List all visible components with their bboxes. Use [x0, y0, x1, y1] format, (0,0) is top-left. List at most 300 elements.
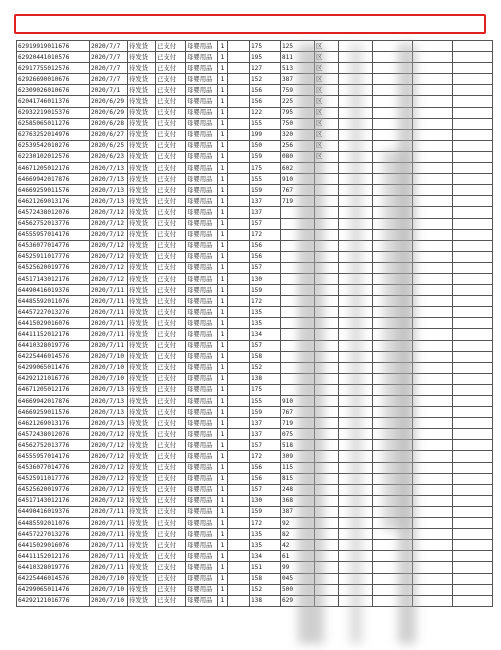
table-cell: 待发货	[128, 540, 156, 551]
table-cell	[228, 440, 250, 451]
table-cell: 已支付	[156, 118, 186, 129]
table-cell: 64525620019776	[17, 484, 90, 495]
table-cell	[228, 207, 250, 218]
table-cell: 已支付	[156, 318, 186, 329]
table-cell: 母婴用品	[186, 251, 218, 262]
redaction-blur-2	[350, 44, 362, 644]
table-cell: 待发货	[128, 329, 156, 340]
table-cell	[413, 340, 453, 351]
table-cell: 已支付	[156, 296, 186, 307]
table-cell: 2020/7/13	[90, 407, 128, 418]
table-row	[17, 196, 493, 207]
table-cell	[228, 185, 250, 196]
table-row	[17, 118, 493, 129]
table-cell: 待发货	[128, 185, 156, 196]
table-cell	[453, 340, 493, 351]
table-cell: 已支付	[156, 362, 186, 373]
table-cell	[228, 151, 250, 162]
table-cell: 待发货	[128, 174, 156, 185]
table-cell: 175	[250, 163, 281, 174]
table-cell: 61	[281, 551, 315, 562]
table-cell: 150	[250, 140, 281, 151]
table-cell: 1	[218, 351, 228, 362]
table-cell: 157	[250, 440, 281, 451]
table-row	[17, 396, 493, 407]
table-cell: 513	[281, 63, 315, 74]
table-cell	[453, 351, 493, 362]
table-cell: 2020/7/11	[90, 329, 128, 340]
table-cell: 64457227013276	[17, 307, 90, 318]
table-cell: 已支付	[156, 529, 186, 540]
table-row	[17, 262, 493, 273]
table-cell	[228, 396, 250, 407]
table-cell: 待发货	[128, 52, 156, 63]
table-cell	[453, 174, 493, 185]
table-cell: 152	[250, 74, 281, 85]
table-cell: 767	[281, 185, 315, 196]
table-cell: 135	[250, 529, 281, 540]
table-cell: 1	[218, 373, 228, 384]
table-cell: 已支付	[156, 429, 186, 440]
table-cell: 1	[218, 529, 228, 540]
table-row	[17, 495, 493, 506]
table-cell: 1	[218, 207, 228, 218]
table-cell: 2020/7/10	[90, 373, 128, 384]
table-cell: 母婴用品	[186, 351, 218, 362]
table-cell: 母婴用品	[186, 196, 218, 207]
table-cell	[413, 96, 453, 107]
table-cell: 309	[281, 451, 315, 462]
table-cell	[453, 41, 493, 52]
table-cell: 已支付	[156, 540, 186, 551]
table-cell	[453, 318, 493, 329]
table-cell: 待发货	[128, 407, 156, 418]
table-cell: 已支付	[156, 495, 186, 506]
table-cell: 64517143012176	[17, 495, 90, 506]
table-cell: 2020/7/11	[90, 318, 128, 329]
table-cell	[228, 118, 250, 129]
table-cell: 1	[218, 218, 228, 229]
table-cell	[453, 418, 493, 429]
table-cell	[413, 484, 453, 495]
table-cell: 387	[281, 74, 315, 85]
table-row	[17, 362, 493, 373]
table-cell: 159	[250, 506, 281, 517]
table-cell: 1	[218, 107, 228, 118]
table-cell: 152	[250, 362, 281, 373]
table-cell: 待发货	[128, 107, 156, 118]
table-cell: 1	[218, 251, 228, 262]
table-cell: 母婴用品	[186, 506, 218, 517]
table-cell: 750	[281, 118, 315, 129]
table-cell: 2020/6/27	[90, 129, 128, 140]
table-cell: 待发货	[128, 118, 156, 129]
table-cell: 2020/7/7	[90, 63, 128, 74]
table-row	[17, 251, 493, 262]
table-cell: 母婴用品	[186, 74, 218, 85]
table-row	[17, 484, 493, 495]
table-cell: 156	[250, 240, 281, 251]
table-cell	[453, 85, 493, 96]
table-cell: 1	[218, 174, 228, 185]
table-cell: 1	[218, 362, 228, 373]
table-cell: 母婴用品	[186, 418, 218, 429]
table-cell: 母婴用品	[186, 229, 218, 240]
table-cell: 待发货	[128, 63, 156, 74]
table-cell: 64669259011576	[17, 407, 90, 418]
table-cell: 1	[218, 140, 228, 151]
table-cell	[228, 584, 250, 595]
table-cell	[413, 473, 453, 484]
table-row	[17, 129, 493, 140]
table-cell: 1	[218, 296, 228, 307]
table-cell: 2020/7/13	[90, 418, 128, 429]
table-cell: 已支付	[156, 229, 186, 240]
table-cell	[413, 185, 453, 196]
table-cell: 64517143012176	[17, 273, 90, 284]
table-cell: 2020/7/13	[90, 396, 128, 407]
table-cell: 64225446014576	[17, 573, 90, 584]
table-row	[17, 529, 493, 540]
table-cell: 64292121016776	[17, 595, 90, 606]
table-cell: 62917755012576	[17, 63, 90, 74]
table-cell: 64671205012176	[17, 163, 90, 174]
table-cell	[413, 518, 453, 529]
table-cell: 2020/7/12	[90, 451, 128, 462]
table-cell: 811	[281, 52, 315, 63]
table-cell	[453, 396, 493, 407]
table-cell: 2020/7/13	[90, 196, 128, 207]
table-cell	[228, 462, 250, 473]
table-row	[17, 207, 493, 218]
table-cell: 待发货	[128, 351, 156, 362]
table-cell: 2020/7/13	[90, 384, 128, 395]
table-cell: 母婴用品	[186, 52, 218, 63]
table-cell: 2020/7/11	[90, 340, 128, 351]
table-cell	[228, 74, 250, 85]
table-cell: 母婴用品	[186, 329, 218, 340]
table-cell: 母婴用品	[186, 163, 218, 174]
table-cell	[453, 107, 493, 118]
table-cell	[228, 163, 250, 174]
table-cell: 待发货	[128, 96, 156, 107]
table-cell: 待发货	[128, 384, 156, 395]
table-cell: 64299065011476	[17, 362, 90, 373]
table-cell	[453, 196, 493, 207]
table-cell: 已支付	[156, 340, 186, 351]
table-cell: 1	[218, 484, 228, 495]
table-cell: 待发货	[128, 285, 156, 296]
table-cell: 待发货	[128, 262, 156, 273]
table-cell	[228, 174, 250, 185]
table-cell: 2020/7/11	[90, 518, 128, 529]
table-cell: 2020/6/23	[90, 151, 128, 162]
table-cell: 130	[250, 273, 281, 284]
table-row	[17, 518, 493, 529]
table-cell: 134	[250, 329, 281, 340]
table-cell: 135	[250, 318, 281, 329]
table-cell: 64225446014576	[17, 351, 90, 362]
table-cell: 157	[250, 262, 281, 273]
table-cell	[228, 63, 250, 74]
table-cell: 1	[218, 506, 228, 517]
table-cell	[453, 562, 493, 573]
table-cell: 母婴用品	[186, 462, 218, 473]
table-cell	[453, 74, 493, 85]
table-cell	[413, 251, 453, 262]
table-cell: 待发货	[128, 396, 156, 407]
table-cell: 157	[250, 218, 281, 229]
table-cell: 1	[218, 151, 228, 162]
table-cell: 2020/6/29	[90, 107, 128, 118]
table-cell: 135	[250, 540, 281, 551]
table-cell: 母婴用品	[186, 373, 218, 384]
table-cell: 1	[218, 307, 228, 318]
table-cell: 母婴用品	[186, 296, 218, 307]
table-cell	[413, 118, 453, 129]
table-cell	[413, 273, 453, 284]
table-cell: 64525911017776	[17, 251, 90, 262]
table-cell	[228, 318, 250, 329]
table-cell: 115	[281, 462, 315, 473]
table-cell: 待发货	[128, 129, 156, 140]
table-cell: 待发货	[128, 318, 156, 329]
table-cell: 62539542010276	[17, 140, 90, 151]
table-cell: 待发货	[128, 473, 156, 484]
table-row	[17, 273, 493, 284]
table-cell: 99	[281, 562, 315, 573]
table-cell: 159	[250, 285, 281, 296]
table-cell	[228, 362, 250, 373]
table-cell: 1	[218, 74, 228, 85]
table-cell	[413, 506, 453, 517]
table-cell: 1	[218, 384, 228, 395]
table-cell: 母婴用品	[186, 174, 218, 185]
table-cell: 134	[250, 551, 281, 562]
table-cell: 待发货	[128, 207, 156, 218]
table-cell	[413, 440, 453, 451]
table-cell: 母婴用品	[186, 151, 218, 162]
table-cell: 137	[250, 196, 281, 207]
table-cell	[413, 396, 453, 407]
table-cell	[413, 174, 453, 185]
table-cell: 待发货	[128, 518, 156, 529]
table-cell: 1	[218, 340, 228, 351]
orders-table	[16, 40, 493, 607]
table-cell: 518	[281, 440, 315, 451]
table-cell: 母婴用品	[186, 396, 218, 407]
table-cell: 64485592011076	[17, 296, 90, 307]
table-cell	[413, 595, 453, 606]
table-cell	[413, 41, 453, 52]
table-cell: 2020/7/12	[90, 229, 128, 240]
table-cell: 195	[250, 52, 281, 63]
table-cell: 62763252014976	[17, 129, 90, 140]
table-cell	[413, 562, 453, 573]
table-row	[17, 573, 493, 584]
table-cell: 母婴用品	[186, 185, 218, 196]
table-cell	[413, 240, 453, 251]
table-cell: 已支付	[156, 384, 186, 395]
table-cell	[453, 462, 493, 473]
table-cell: 母婴用品	[186, 96, 218, 107]
table-cell: 2020/6/29	[90, 96, 128, 107]
table-row	[17, 151, 493, 162]
table-cell: 1	[218, 129, 228, 140]
table-cell: 母婴用品	[186, 451, 218, 462]
table-cell: 待发货	[128, 373, 156, 384]
table-cell: 910	[281, 396, 315, 407]
table-cell: 1	[218, 52, 228, 63]
table-cell: 64457227013276	[17, 529, 90, 540]
table-cell: 母婴用品	[186, 540, 218, 551]
table-row	[17, 351, 493, 362]
table-cell: 155	[250, 174, 281, 185]
table-cell: 已支付	[156, 396, 186, 407]
table-row	[17, 163, 493, 174]
table-row	[17, 41, 493, 52]
table-cell	[453, 52, 493, 63]
table-cell: 629	[281, 595, 315, 606]
table-cell: 待发货	[128, 595, 156, 606]
table-cell	[453, 240, 493, 251]
table-cell: 已支付	[156, 329, 186, 340]
table-cell: 1	[218, 440, 228, 451]
table-cell: 1	[218, 285, 228, 296]
table-row	[17, 440, 493, 451]
table-cell: 已支付	[156, 307, 186, 318]
table-cell: 64572438012076	[17, 429, 90, 440]
table-row	[17, 418, 493, 429]
table-cell: 已支付	[156, 518, 186, 529]
table-cell: 1	[218, 240, 228, 251]
table-cell: 64299065011476	[17, 584, 90, 595]
table-cell	[413, 229, 453, 240]
table-cell	[413, 540, 453, 551]
table-cell	[453, 118, 493, 129]
table-cell: 045	[281, 573, 315, 584]
table-cell: 155	[250, 396, 281, 407]
table-cell: 已支付	[156, 584, 186, 595]
table-cell	[228, 451, 250, 462]
table-cell: 待发货	[128, 340, 156, 351]
table-cell: 2020/7/11	[90, 285, 128, 296]
table-cell: 64669942017876	[17, 174, 90, 185]
table-cell: 075	[281, 429, 315, 440]
table-cell	[413, 218, 453, 229]
table-cell	[228, 307, 250, 318]
table-cell: 待发货	[128, 584, 156, 595]
table-cell: 82	[281, 529, 315, 540]
table-cell: 155	[250, 118, 281, 129]
table-cell	[413, 107, 453, 118]
table-cell: 1	[218, 185, 228, 196]
table-cell: 母婴用品	[186, 551, 218, 562]
table-row	[17, 229, 493, 240]
table-cell	[413, 362, 453, 373]
table-cell	[228, 296, 250, 307]
table-cell: 母婴用品	[186, 407, 218, 418]
table-cell: 719	[281, 418, 315, 429]
table-cell	[228, 540, 250, 551]
table-cell: 2020/7/12	[90, 440, 128, 451]
table-cell: 已支付	[156, 373, 186, 384]
table-cell: 156	[250, 85, 281, 96]
table-row	[17, 384, 493, 395]
table-cell: 1	[218, 562, 228, 573]
table-cell: 2020/7/11	[90, 551, 128, 562]
table-cell: 母婴用品	[186, 140, 218, 151]
table-cell: 138	[250, 595, 281, 606]
table-cell	[228, 529, 250, 540]
table-cell	[228, 495, 250, 506]
table-cell: 64669259011576	[17, 185, 90, 196]
table-cell: 已支付	[156, 285, 186, 296]
table-cell: 719	[281, 196, 315, 207]
table-cell: 2020/7/7	[90, 52, 128, 63]
redaction-blur-1	[298, 44, 324, 644]
table-cell: 母婴用品	[186, 484, 218, 495]
table-cell: 157	[250, 484, 281, 495]
table-cell: 767	[281, 407, 315, 418]
table-cell	[413, 584, 453, 595]
table-cell: 已支付	[156, 52, 186, 63]
table-row	[17, 506, 493, 517]
table-cell: 待发货	[128, 562, 156, 573]
table-cell: 64292121016776	[17, 373, 90, 384]
table-cell	[228, 196, 250, 207]
table-cell: 2020/7/12	[90, 273, 128, 284]
table-cell: 待发货	[128, 85, 156, 96]
table-cell: 2020/6/28	[90, 118, 128, 129]
table-cell	[453, 207, 493, 218]
table-cell: 1	[218, 540, 228, 551]
table-cell: 待发货	[128, 418, 156, 429]
table-cell: 待发货	[128, 529, 156, 540]
table-cell: 2020/7/7	[90, 41, 128, 52]
table-cell: 172	[250, 451, 281, 462]
table-cell: 待发货	[128, 41, 156, 52]
table-cell: 已支付	[156, 262, 186, 273]
table-cell: 已支付	[156, 551, 186, 562]
table-cell: 1	[218, 273, 228, 284]
table-cell: 待发货	[128, 273, 156, 284]
table-cell: 64411152012176	[17, 551, 90, 562]
table-cell	[228, 473, 250, 484]
table-cell: 已支付	[156, 151, 186, 162]
table-cell: 62932219015376	[17, 107, 90, 118]
table-row	[17, 462, 493, 473]
table-cell	[228, 373, 250, 384]
table-cell	[228, 41, 250, 52]
table-cell: 175	[250, 41, 281, 52]
table-cell: 2020/7/12	[90, 262, 128, 273]
table-cell: 159	[250, 407, 281, 418]
table-cell: 62309026010676	[17, 85, 90, 96]
table-cell: 152	[250, 584, 281, 595]
table-cell: 156	[250, 96, 281, 107]
table-cell: 2020/7/1	[90, 85, 128, 96]
table-cell: 759	[281, 85, 315, 96]
table-cell: 137	[250, 429, 281, 440]
table-row	[17, 329, 493, 340]
table-cell: 母婴用品	[186, 473, 218, 484]
table-cell: 已支付	[156, 96, 186, 107]
table-cell: 已支付	[156, 562, 186, 573]
table-cell: 1	[218, 196, 228, 207]
table-cell: 64555957014176	[17, 229, 90, 240]
table-cell: 已支付	[156, 595, 186, 606]
